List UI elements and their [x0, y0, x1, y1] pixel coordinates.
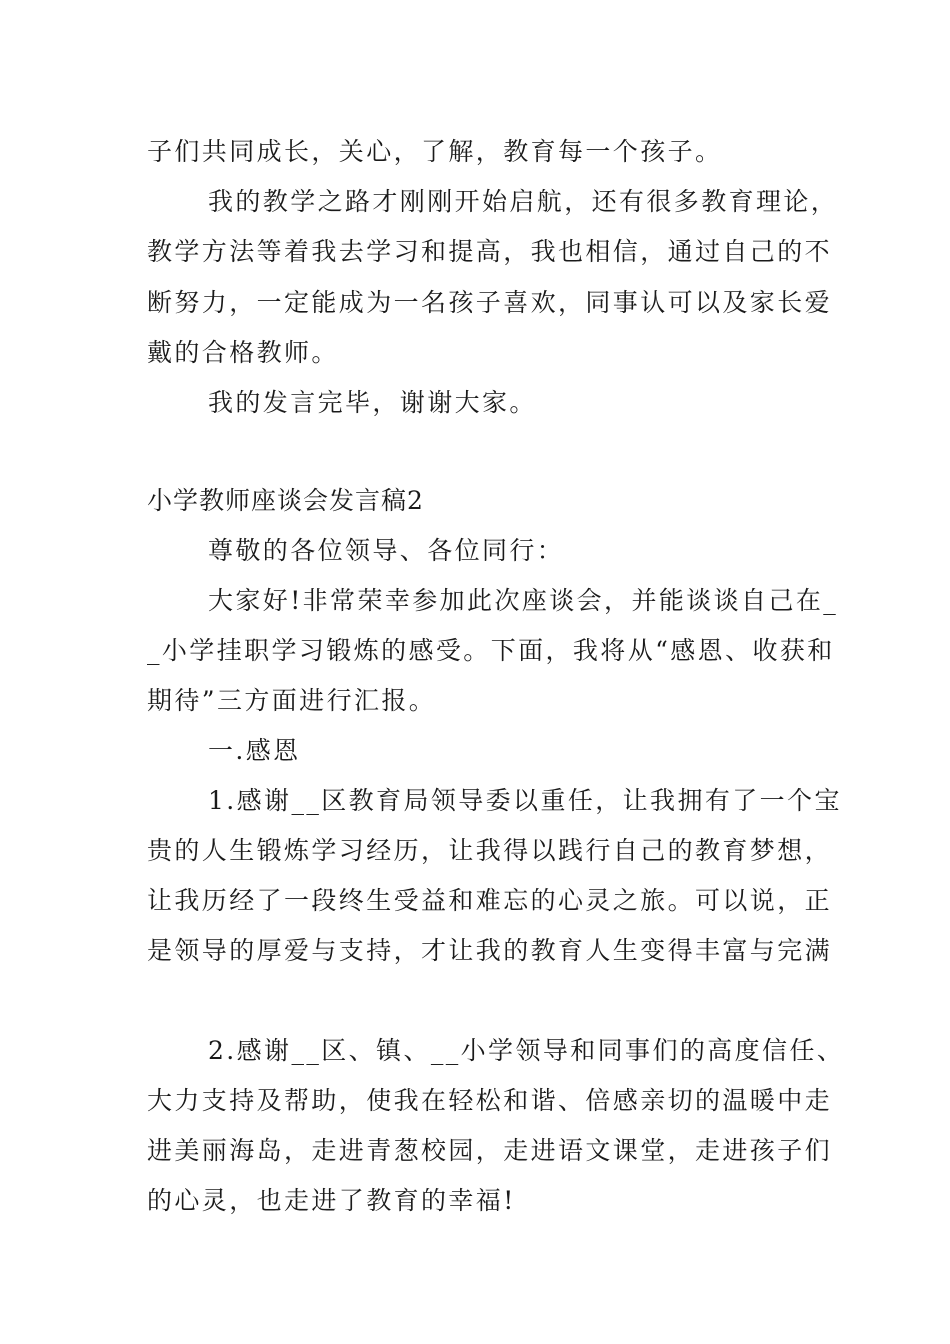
paragraph-line: 贵的人生锻炼学习经历，让我得以践行自己的教育梦想， — [147, 836, 833, 865]
paragraph-line: 期待”三方面进行汇报。 — [147, 686, 437, 715]
paragraph-line: 大力支持及帮助，使我在轻松和谐、倍感亲切的温暖中走 — [147, 1086, 833, 1115]
paragraph-line: 让我历经了一段终生受益和难忘的心灵之旅。可以说，正 — [147, 886, 833, 915]
paragraph-line: _小学挂职学习锻炼的感受。下面，我将从“感恩、收获和 — [147, 636, 835, 665]
paragraph-line: 进美丽海岛，走进青葱校园，走进语文课堂，走进孩子们 — [147, 1136, 833, 1165]
paragraph-line: 教学方法等着我去学习和提高，我也相信，通过自己的不 — [147, 237, 833, 266]
section-title: 小学教师座谈会发言稿2 — [147, 486, 424, 515]
salutation-line: 尊敬的各位领导、各位同行： — [208, 536, 565, 565]
paragraph-line: 1.感谢__区教育局领导委以重任，让我拥有了一个宝 — [208, 786, 842, 815]
paragraph-line: 的心灵，也走进了教育的幸福! — [147, 1186, 516, 1215]
paragraph-line: 我的发言完毕，谢谢大家。 — [208, 388, 537, 417]
paragraph-line: 大家好!非常荣幸参加此次座谈会，并能谈谈自己在_ — [208, 586, 839, 615]
paragraph-line: 断努力，一定能成为一名孩子喜欢，同事认可以及家长爱 — [147, 288, 833, 317]
paragraph-line: 2.感谢__区、镇、__小学领导和同事们的高度信任、 — [208, 1036, 845, 1065]
paragraph-line: 戴的合格教师。 — [147, 338, 339, 367]
paragraph-line: 是领导的厚爱与支持，才让我的教育人生变得丰富与完满 — [147, 936, 833, 965]
paragraph-line: 我的教学之路才刚刚开始启航，还有很多教育理论， — [208, 187, 839, 216]
subheading-line: 一.感恩 — [208, 736, 301, 765]
paragraph-line: 子们共同成长，关心，了解，教育每一个孩子。 — [147, 137, 723, 166]
